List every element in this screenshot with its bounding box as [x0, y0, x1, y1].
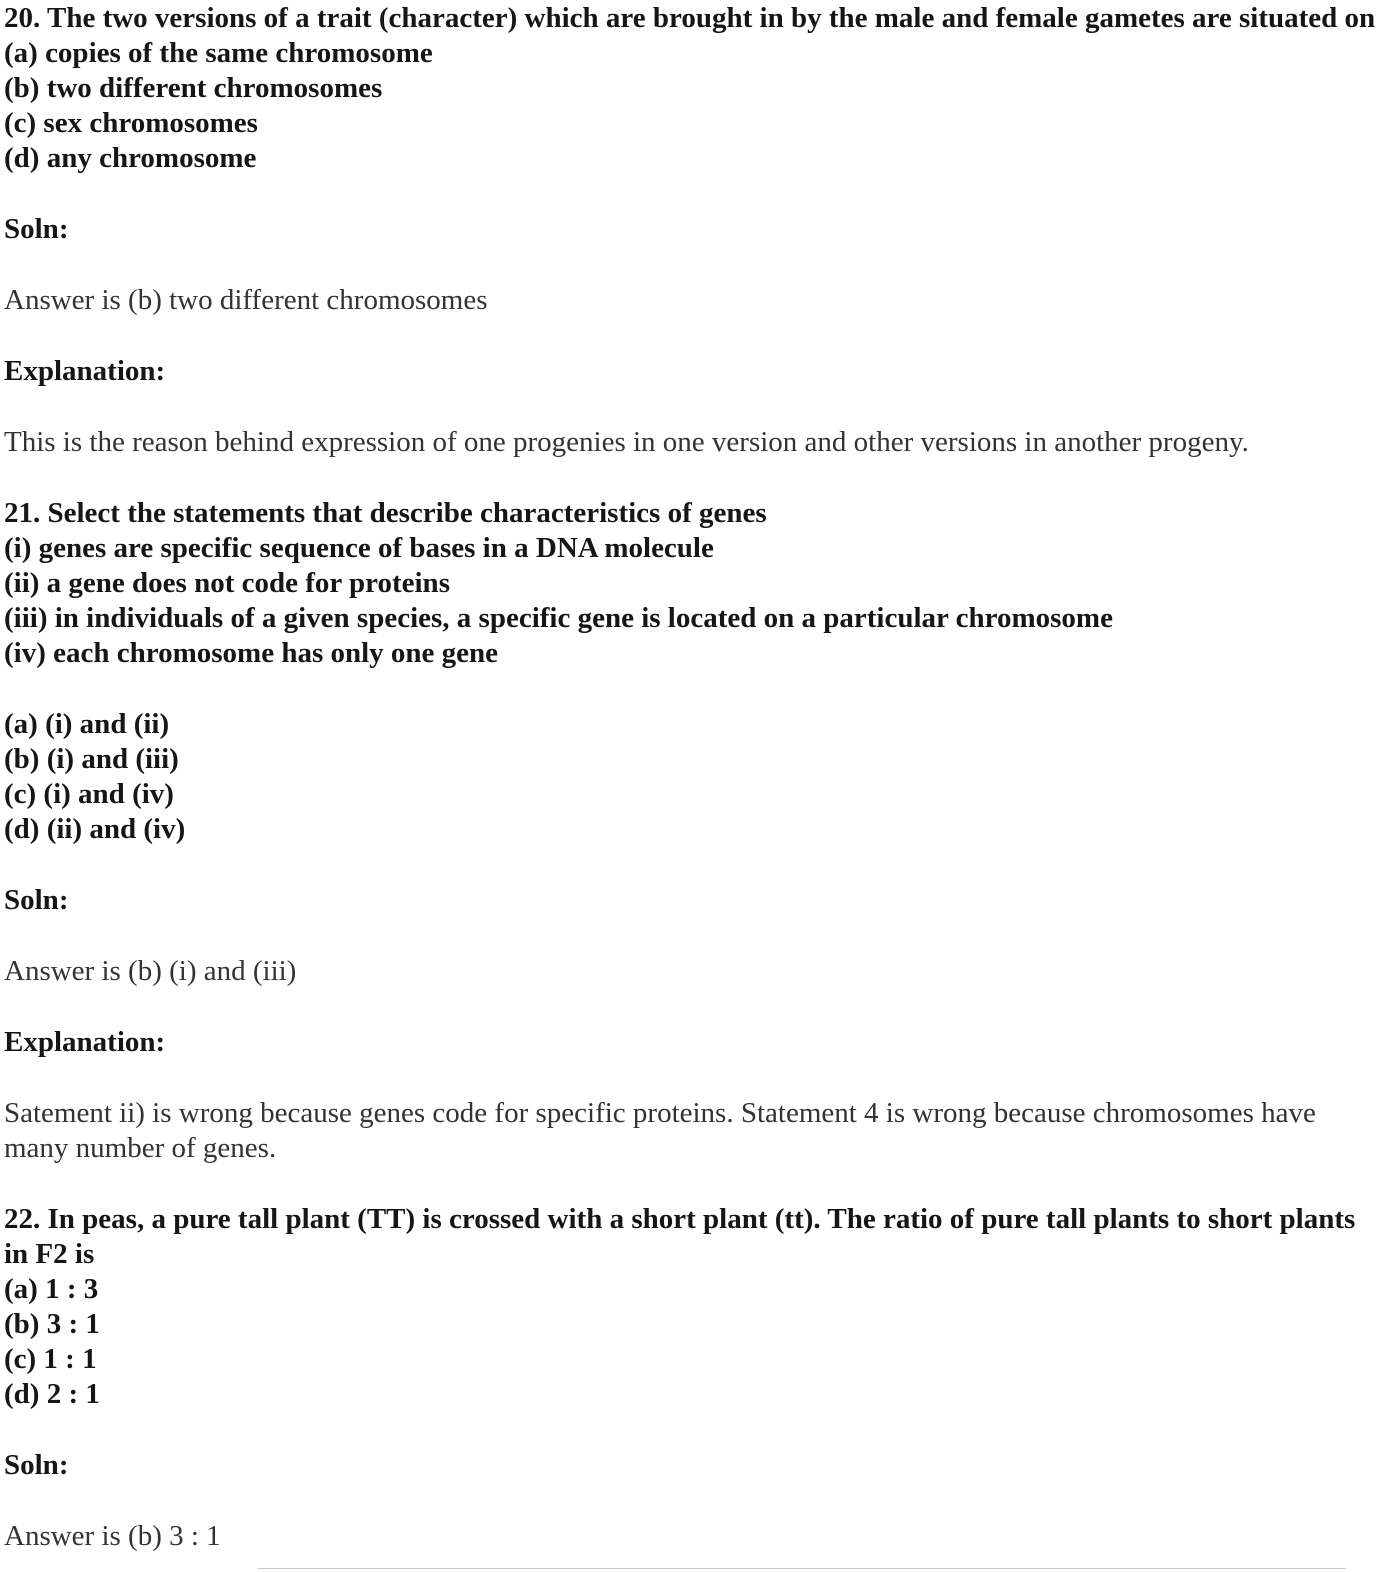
explanation-heading: Explanation: — [4, 1026, 166, 1058]
question-text: 20. The two versions of a trait (character) which are brought in by the male and female gametes are situated on — [4, 2, 1376, 34]
option: (a) 1 : 3 — [4, 1273, 99, 1305]
option: (c) 1 : 1 — [4, 1343, 97, 1375]
explanation-text: Satement ii) is wrong because genes code for specific proteins. Statement 4 is wrong because chromosomes have many number of genes. — [4, 1097, 1316, 1164]
option: (d) 2 : 1 — [4, 1378, 100, 1410]
option: (c) (i) and (iv) — [4, 778, 174, 810]
option: (b) two different chromosomes — [4, 72, 383, 104]
soln-heading: Soln: — [4, 884, 69, 916]
answer-text: Answer is (b) (i) and (iii) — [4, 955, 297, 987]
question-block-21 — [4, 496, 1376, 1166]
statement: (iii) in individuals of a given species, a specific gene is located on a particular chromosome — [4, 602, 1113, 634]
option: (c) sex chromosomes — [4, 107, 258, 139]
answer-text: Answer is (b) two different chromosomes — [4, 284, 488, 316]
soln-heading: Soln: — [4, 213, 69, 245]
option: (a) copies of the same chromosome — [4, 37, 433, 69]
question-text: 21. Select the statements that describe characteristics of genes — [4, 497, 767, 529]
question-block-22 — [4, 1202, 1376, 1554]
explanation-heading: Explanation: — [4, 355, 166, 387]
option: (a) (i) and (ii) — [4, 708, 170, 740]
explanation-text: This is the reason behind expression of one progenies in one version and other versions in another progeny. — [4, 426, 1249, 458]
option: (d) (ii) and (iv) — [4, 813, 186, 845]
question-block-20 — [4, 1, 1376, 460]
question-text: 22. In peas, a pure tall plant (TT) is crossed with a short plant (tt). The ratio of pure tall plants to short plants in F2 is — [4, 1203, 1356, 1270]
statement: (i) genes are specific sequence of bases in a DNA molecule — [4, 532, 714, 564]
answer-text: Answer is (b) 3 : 1 — [4, 1520, 221, 1552]
option: (b) 3 : 1 — [4, 1308, 100, 1340]
statement: (ii) a gene does not code for proteins — [4, 567, 450, 599]
soln-heading: Soln: — [4, 1449, 69, 1481]
option: (b) (i) and (iii) — [4, 743, 179, 775]
statement: (iv) each chromosome has only one gene — [4, 637, 499, 669]
option: (d) any chromosome — [4, 142, 257, 174]
scan-artifact-line — [258, 1568, 1346, 1569]
